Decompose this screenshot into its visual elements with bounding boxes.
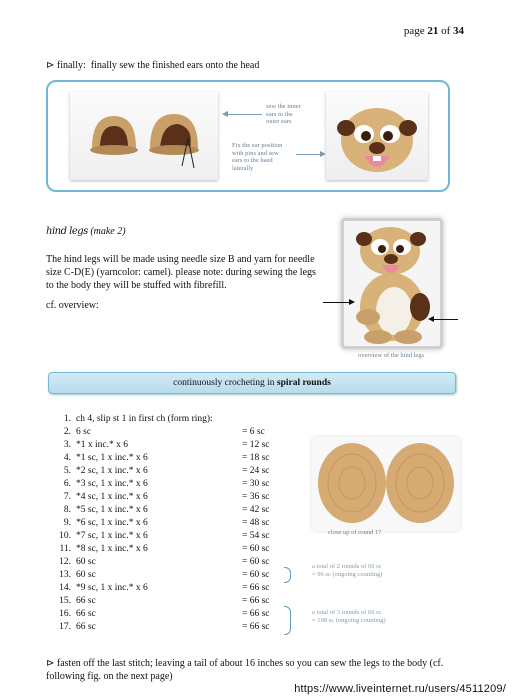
round-row <box>58 531 318 544</box>
round-number: 1. <box>63 414 71 424</box>
round-stitch-count: = 66 sc <box>242 609 270 619</box>
round-number: 13. <box>59 570 71 580</box>
round-instruction: 60 sc <box>76 557 96 567</box>
round-instruction: *6 sc, 1 x inc.* x 6 <box>76 518 148 528</box>
round-stitch-count: = 66 sc <box>242 596 270 606</box>
hind-legs-heading <box>46 226 126 237</box>
round-instruction: *2 sc, 1 x inc.* x 6 <box>76 466 148 476</box>
round-row <box>58 492 318 505</box>
round-stitch-count: = 60 sc <box>242 544 270 554</box>
round-instruction: *1 x inc.* x 6 <box>76 440 128 450</box>
hind-legs-description: The hind legs will be made using needle size B and yarn for needle size C-D(E) (yarncolor: camel). please note: during sewing the legs to the body they will be stuffed with fibrefill. <box>46 254 316 291</box>
round-instruction: ch 4, slip st 1 in first ch (form ring): <box>76 414 213 424</box>
round-instruction: 66 sc <box>76 622 96 632</box>
overview-label: cf. overview: <box>46 300 99 311</box>
round-instruction: *7 sc, 1 x inc.* x 6 <box>76 531 148 541</box>
round-instruction: *8 sc, 1 x inc.* x 6 <box>76 544 148 554</box>
banner-bold-text: spiral rounds <box>276 378 331 388</box>
round-number: 6. <box>63 479 71 489</box>
round-row <box>58 453 318 466</box>
finally-marker: ⊳ finally: <box>46 60 86 71</box>
round-number: 4. <box>63 453 71 463</box>
round-number: 16. <box>59 609 71 619</box>
round-instruction: 6 sc <box>76 427 92 437</box>
ear-photo <box>70 92 218 180</box>
arrow-line <box>228 114 262 115</box>
round-row <box>58 570 318 583</box>
round-stitch-count: = 60 sc <box>242 570 270 580</box>
bracket-rounds-15-17 <box>284 606 291 635</box>
pointer-line <box>434 319 458 320</box>
round-instruction: 66 sc <box>76 609 96 619</box>
round-number: 2. <box>63 427 71 437</box>
hind-legs-make-count: (make 2) <box>90 226 126 237</box>
round-row <box>58 544 318 557</box>
round-stitch-count: = 54 sc <box>242 531 270 541</box>
round-instruction: *1 sc, 1 x inc.* x 6 <box>76 453 148 463</box>
legs-photo-caption: overview of the hind legs <box>358 352 425 359</box>
spiral-rounds-banner <box>48 372 456 394</box>
round-stitch-count: = 6 sc <box>242 427 265 437</box>
round-17-photo <box>312 437 460 531</box>
page-total: 34 <box>453 25 464 37</box>
note-sew-inner-ears: sew the inner ears to the outer ears <box>266 103 301 125</box>
round-stitch-count: = 24 sc <box>242 466 270 476</box>
bracket-note-66sc: a total of 3 rounds of 66 sc = 198 sc (ongoing counting) <box>312 609 386 624</box>
round-stitch-count: = 12 sc <box>242 440 270 450</box>
arrow-line <box>296 154 320 155</box>
bracket-note-60sc: a total of 2 rounds of 60 sc = 96 sc (ongoing counting) <box>312 563 383 578</box>
round-stitch-count: = 48 sc <box>242 518 270 528</box>
round-number: 12. <box>59 557 71 567</box>
round-number: 15. <box>59 596 71 606</box>
round-stitch-count: = 66 sc <box>242 583 270 593</box>
round-row <box>58 427 318 440</box>
round-instruction: 66 sc <box>76 596 96 606</box>
meerkat-head-image <box>326 92 428 180</box>
head-with-ears-photo <box>326 92 428 180</box>
pointer-arrow-icon <box>349 299 355 305</box>
round-number: 10. <box>59 531 71 541</box>
meerkat-body-image <box>344 221 440 346</box>
note-fix-ear-position: Fix the ear position with pins and sew ears to the haed laterally <box>232 142 283 172</box>
round-row <box>58 609 318 622</box>
page-current: 21 <box>427 25 439 37</box>
round-stitch-count: = 36 sc <box>242 492 270 502</box>
hind-legs-title: hind legs <box>46 226 88 237</box>
round-number: 7. <box>63 492 71 502</box>
round-number: 17. <box>59 622 71 632</box>
round-number: 8. <box>63 505 71 515</box>
round-instruction: *5 sc, 1 x inc.* x 6 <box>76 505 148 515</box>
round-number: 11. <box>59 544 71 554</box>
fasten-off-instruction: ⊳ fasten off the last stitch; leaving a tail of about 16 inches so you can sew the legs to the body (cf. following fig. on the next page) <box>46 658 444 682</box>
round-instruction: *4 sc, 1 x inc.* x 6 <box>76 492 148 502</box>
round-row <box>58 479 318 492</box>
round-instruction: *9 sc, 1 x inc.* x 6 <box>76 583 148 593</box>
page-of: of <box>441 25 451 37</box>
round-row <box>58 440 318 453</box>
round-row <box>58 557 318 570</box>
hind-legs-overview-photo <box>341 218 443 349</box>
round-row <box>58 583 318 596</box>
round-row <box>58 596 318 609</box>
round-instruction: 60 sc <box>76 570 96 580</box>
round-number: 14. <box>59 583 71 593</box>
finally-instruction <box>46 60 259 71</box>
round-row <box>58 466 318 479</box>
pointer-line <box>323 302 349 303</box>
round-17-caption: close up of round 17 <box>328 529 382 536</box>
round-stitch-count: = 18 sc <box>242 453 270 463</box>
round-instruction: *3 sc, 1 x inc.* x 6 <box>76 479 148 489</box>
round-stitch-count: = 60 sc <box>242 557 270 567</box>
finally-text: finally sew the finished ears onto the head <box>90 60 260 71</box>
round-row <box>58 505 318 518</box>
round-row <box>58 622 318 635</box>
watermark-url: https://www.liveinternet.ru/users/4511209/ <box>294 683 506 695</box>
round-stitch-count: = 42 sc <box>242 505 270 515</box>
page-label: page <box>403 25 425 37</box>
round-stitch-count: = 30 sc <box>242 479 270 489</box>
crochet-discs-image <box>312 437 460 531</box>
round-number: 9. <box>63 518 71 528</box>
round-number: 3. <box>63 440 71 450</box>
ear-pieces-image <box>70 92 218 180</box>
round-row <box>58 414 318 427</box>
banner-text: continuously crocheting in <box>173 378 275 388</box>
page-number <box>404 25 464 37</box>
round-number: 5. <box>63 466 71 476</box>
round-stitch-count: = 66 sc <box>242 622 270 632</box>
round-row <box>58 518 318 531</box>
